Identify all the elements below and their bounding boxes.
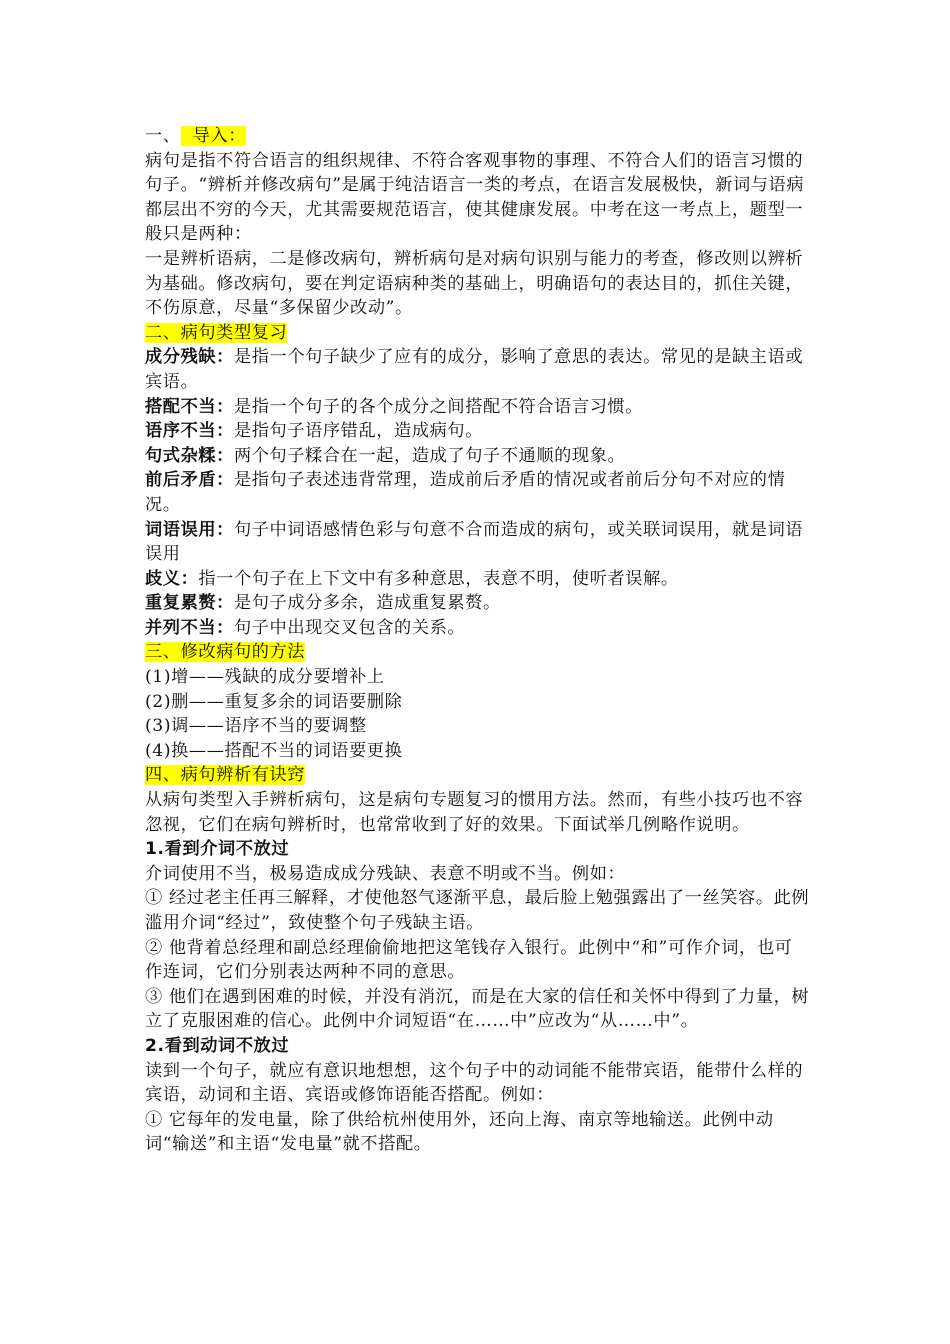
subsection-2-title: 2.看到动词不放过 [145, 1035, 290, 1056]
type-item: 歧义：指一个句子在上下文中有多种意思，表意不明，使听者误解。 [145, 568, 679, 589]
example-item: ③ 他们在遇到困难的时候，并没有消沉，而是在大家的信任和关怀中得到了力量，树立了克服困难的信心。此例中介词短语“在……中”应改为“从……中”。 [145, 986, 810, 1032]
type-item: 前后矛盾：是指句子表述违背常理，造成前后矛盾的情况或者前后分句不对应的情况。 [145, 470, 786, 515]
section-1-title: 导入： [180, 126, 247, 146]
section-1-paragraph-1: 病句是指不符合语言的组织规律、不符合客观事物的事理、不符合人们的语言习惯的句子。“辨析并修改病句”是属于纯洁语言一类的考点，在语言发展极快，新词与语病都层出不穷的今天，尤其需要规范语言，使其健康发展。中考在这一考点上，题型一般只是两种： [145, 150, 805, 245]
section-1-heading: 一、 导入： [145, 126, 247, 146]
section-2-heading [145, 321, 810, 346]
example-item: ① 它每年的发电量，除了供给杭州使用外，还向上海、南京等地输送。此例中动词“输送”和主语“发电量”就不搭配。 [145, 1109, 774, 1155]
type-item: 语序不当：是指句子语序错乱，造成病句。 [145, 421, 483, 442]
type-item: 并列不当：句子中出现交叉包含的关系。 [145, 617, 466, 638]
subsection-1-intro: 介词使用不当，极易造成成分残缺、表意不明或不当。例如： [145, 863, 626, 884]
example-item: ① 经过老主任再三解释，才使他怒气逐渐平息，最后脸上勉强露出了一丝笑容。此例滥用介词“经过”，致使整个句子残缺主语。 [145, 888, 810, 933]
section-1-paragraph-2: 一是辨析语病，二是修改病句，辨析病句是对病句识别与能力的考查，修改则以辨析为基础。修改病句，要在判定语病种类的基础上，明确语句的表达目的，抓住关键，不伤原意，尽量“多保留少改动”。 [145, 248, 804, 319]
method-item: (1)增——残缺的成分要增补上 [145, 667, 385, 688]
example-item: ② 他背着总经理和副总经理偷偷地把这笔钱存入银行。此例中“和”可作介词，也可作连词，它们分别表达两种不同的意思。 [145, 937, 793, 983]
section-4-title: 四、病句辨析有诀窍 [145, 765, 306, 786]
subsection-2-intro: 读到一个句子，就应有意识地想想，这个句子中的动词能不能带宾语，能带什么样的宾语，动词和主语、宾语或修饰语能否搭配。例如： [145, 1060, 804, 1106]
document-page [145, 124, 810, 1157]
section-3-title: 三、修改病句的方法 [145, 642, 306, 663]
section-3-heading [145, 640, 810, 665]
subsection-1-title: 1.看到介词不放过 [145, 839, 290, 860]
method-item: (4)换——搭配不当的词语要更换 [145, 740, 403, 761]
method-item: (2)删——重复多余的词语要删除 [145, 691, 403, 712]
type-item: 重复累赘：是句子成分多余，造成重复累赘。 [145, 593, 501, 614]
type-item: 搭配不当：是指一个句子的各个成分之间搭配不符合语言习惯。 [145, 396, 644, 417]
type-item: 句式杂糅：两个句子糅合在一起，造成了句子不通顺的现象。 [145, 445, 626, 466]
section-4-heading [145, 763, 810, 788]
type-item: 成分残缺：是指一个句子缺少了应有的成分，影响了意思的表达。常见的是缺主语或宾语。 [145, 347, 804, 392]
type-item: 词语误用：句子中词语感情色彩与句意不合而造成的病句，或关联词误用，就是词语误用 [145, 519, 804, 565]
section-4-intro: 从病句类型入手辨析病句，这是病句专题复习的惯用方法。然而，有些小技巧也不容忽视，它们在病句辨析时，也常常收到了好的效果。下面试举几例略作说明。 [145, 790, 804, 835]
method-item: (3)调——语序不当的要调整 [145, 716, 367, 737]
section-2-title: 二、病句类型复习 [145, 322, 288, 343]
